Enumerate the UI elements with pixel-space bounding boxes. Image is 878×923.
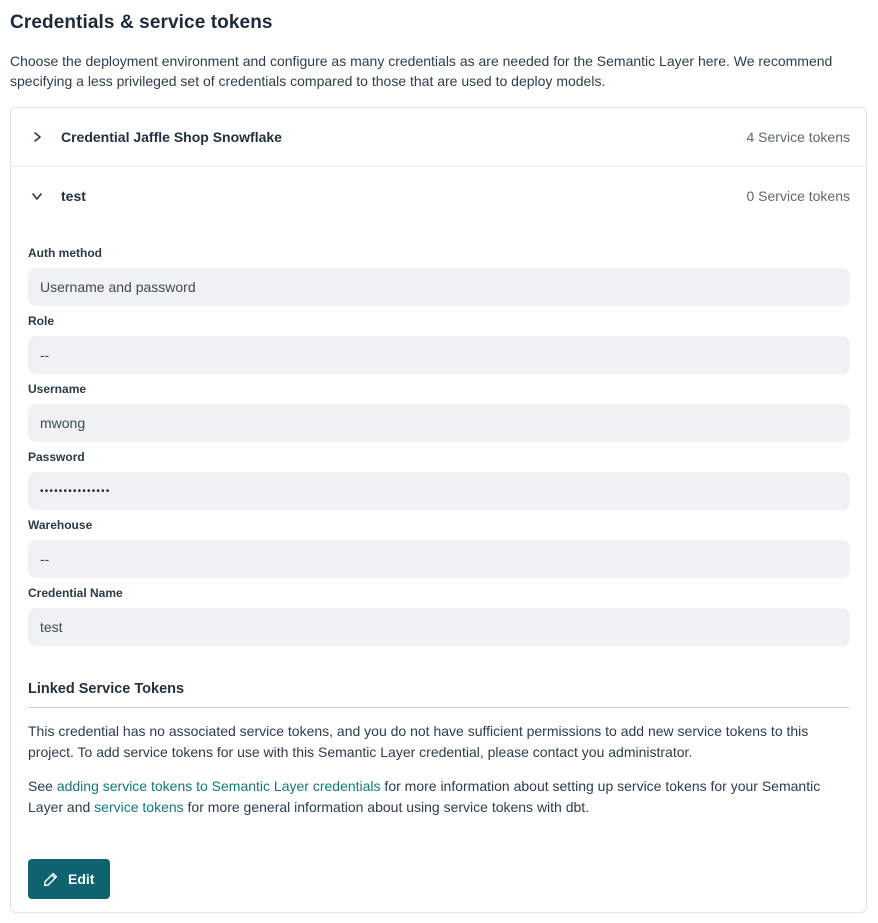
help-text: for more general information about using service tokens with dbt. <box>183 799 590 815</box>
field-auth-method <box>28 246 850 306</box>
auth-method-label: Auth method <box>28 246 102 260</box>
warehouse-value: -- <box>28 540 850 578</box>
field-credential-name <box>28 586 850 646</box>
edit-button-label: Edit <box>68 871 95 887</box>
chevron-down-icon <box>29 188 45 204</box>
page-description: Choose the deployment environment and configure as many credentials as are needed for the Semantic Layer here. We recommend specifying a less privileged set of credentials compared to those that are used to deploy models. <box>10 53 833 89</box>
role-label: Role <box>28 314 55 328</box>
pencil-icon <box>42 871 59 888</box>
linked-service-tokens-heading: Linked Service Tokens <box>28 681 185 697</box>
accordion-row-credential-jaffle-shop-snowflake[interactable] <box>11 108 866 166</box>
chevron-right-icon <box>29 129 45 145</box>
credential-detail-panel <box>11 225 866 912</box>
accordion-row-test[interactable] <box>11 167 866 225</box>
help-text: for more information about setting up service tokens for your Semantic Layer and <box>28 778 821 815</box>
semantic-layer-credentials-link[interactable]: adding service tokens to Semantic Layer credentials <box>56 778 381 794</box>
field-role <box>28 314 850 374</box>
username-label: Username <box>28 382 87 396</box>
section-divider <box>28 707 849 708</box>
credential-name-label: test <box>61 188 86 204</box>
credentials-card <box>10 107 867 913</box>
tokens-help-message <box>28 776 849 818</box>
no-tokens-message: This credential has no associated service tokens, and you do not have sufficient permissions to add new service tokens to this project. To add service tokens for use with this Semantic Layer credential, please contact you administrator. <box>28 723 809 760</box>
credential-name-label: Credential Jaffle Shop Snowflake <box>61 129 282 145</box>
field-username <box>28 382 850 442</box>
field-password <box>28 450 850 510</box>
username-value: mwong <box>28 404 850 442</box>
password-value: ••••••••••••••• <box>28 472 850 510</box>
service-tokens-link[interactable]: service tokens <box>94 799 184 815</box>
auth-method-value: Username and password <box>28 268 850 306</box>
help-text: See <box>28 778 57 794</box>
page-title: Credentials & service tokens <box>10 12 273 33</box>
password-label: Password <box>28 450 85 464</box>
credential-name-value: test <box>28 608 850 646</box>
service-tokens-count: 0 Service tokens <box>746 188 850 204</box>
warehouse-label: Warehouse <box>28 518 93 532</box>
linked-service-tokens-section <box>28 681 850 818</box>
field-warehouse <box>28 518 850 578</box>
credential-name-field-label: Credential Name <box>28 586 123 600</box>
service-tokens-count: 4 Service tokens <box>746 129 850 145</box>
edit-button[interactable] <box>28 859 110 899</box>
role-value: -- <box>28 336 850 374</box>
